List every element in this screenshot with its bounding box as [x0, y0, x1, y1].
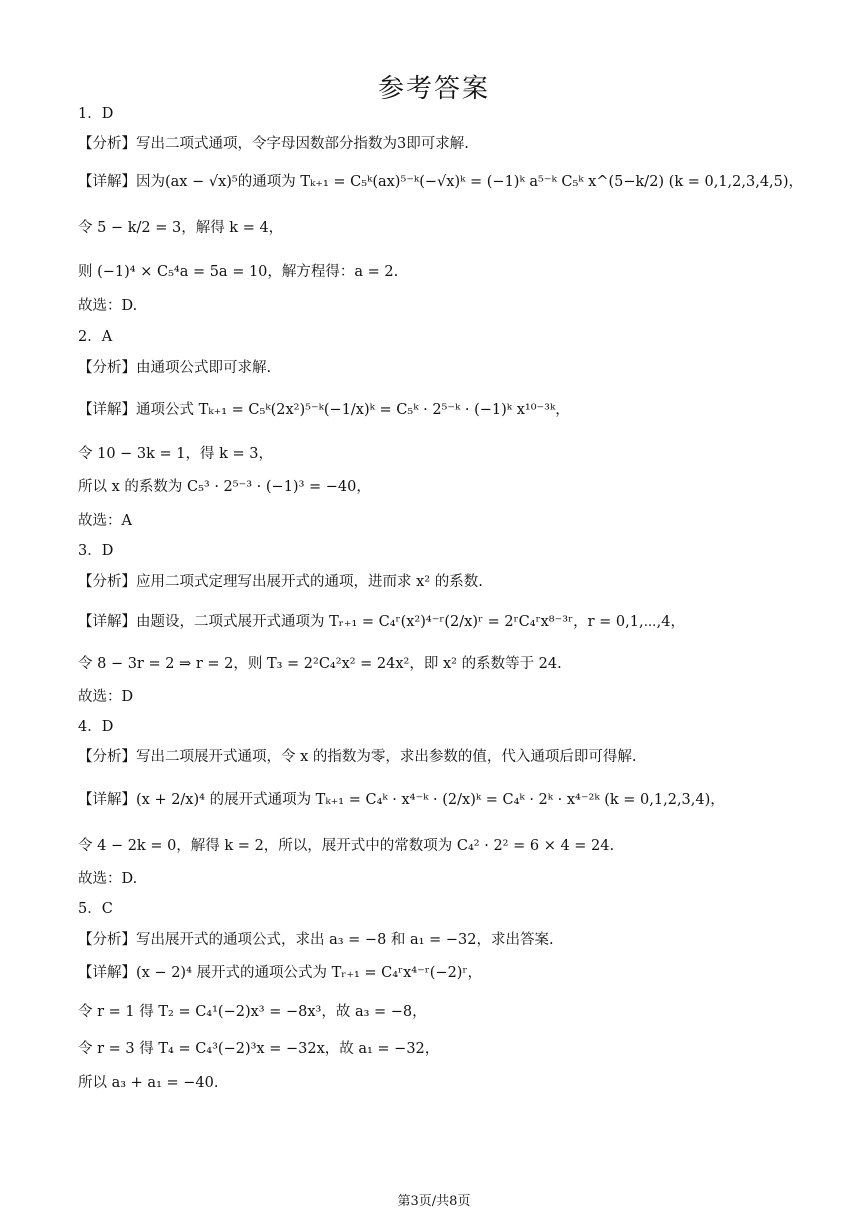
q3-analysis: 【分析】应用二项式定理写出展开式的通项，进而求 x² 的系数. — [78, 574, 483, 590]
page-footer: 第3页/共8页 — [397, 1194, 471, 1209]
q4-analysis: 【分析】写出二项展开式通项，令 x 的指数为零，求出参数的值，代入通项后即可得解. — [78, 749, 637, 765]
q1-answer: 故选：D. — [78, 298, 138, 314]
q1-step-2: 则 (−1)⁴ × C₅⁴a = 5a = 10，解方程得：a = 2. — [78, 264, 399, 280]
q3-detail: 【详解】由题设，二项式展开式通项为 Tᵣ₊₁ = C₄ʳ(x²)⁴⁻ʳ(2/x)ʳ = 2ʳC₄ʳx⁸⁻³ʳ，r = 0,1,⋯,4， — [78, 614, 685, 630]
q3-step-1: 令 8 − 3r = 2 ⇒ r = 2，则 T₃ = 2²C₄²x² = 24x²，即 x² 的系数等于 24. — [78, 656, 562, 672]
q2-answer: 故选：A — [78, 513, 132, 529]
q2-detail: 【详解】通项公式 Tₖ₊₁ = C₅ᵏ(2x²)⁵⁻ᵏ(−1/x)ᵏ = C₅ᵏ · 2⁵⁻ᵏ · (−1)ᵏ x¹⁰⁻³ᵏ， — [78, 402, 570, 418]
q5-result: 所以 a₃ + a₁ = −40. — [78, 1075, 219, 1091]
page-title: 参考答案 — [377, 74, 490, 104]
q2-analysis: 【分析】由通项公式即可求解. — [78, 360, 272, 376]
q5-detail: 【详解】(x − 2)⁴ 展开式的通项公式为 Tᵣ₊₁ = C₄ʳx⁴⁻ʳ(−2)ʳ， — [78, 965, 482, 981]
q4-step-1: 令 4 − 2k = 0，解得 k = 2，所以，展开式中的常数项为 C₄² · 2² = 6 × 4 = 24. — [78, 838, 615, 854]
q4-detail: 【详解】(x + 2/x)⁴ 的展开式通项为 Tₖ₊₁ = C₄ᵏ · x⁴⁻ᵏ · (2/x)ᵏ = C₄ᵏ · 2ᵏ · x⁴⁻²ᵏ (k = 0,1,2,3,4)， — [78, 792, 725, 808]
q2-step-1: 令 10 − 3k = 1，得 k = 3， — [78, 446, 274, 462]
q2-step-2: 所以 x 的系数为 C₅³ · 2⁵⁻³ · (−1)³ = −40， — [78, 479, 371, 495]
q4-number: 4．D — [78, 719, 114, 735]
q1-detail: 【详解】因为(ax − √x)⁵的通项为 Tₖ₊₁ = C₅ᵏ(ax)⁵⁻ᵏ(−√x)ᵏ = (−1)ᵏ a⁵⁻ᵏ C₅ᵏ x^(5−k/2) (k = 0,1,2,3,4,5)， — [78, 174, 804, 190]
q2-number: 2．A — [78, 329, 113, 345]
q1-analysis: 【分析】写出二项式通项，令字母因数部分指数为3即可求解. — [78, 136, 469, 152]
q5-step-1: 令 r = 1 得 T₂ = C₄¹(−2)x³ = −8x³，故 a₃ = −8， — [78, 1004, 427, 1020]
q5-step-2: 令 r = 3 得 T₄ = C₄³(−2)³x = −32x，故 a₁ = −32， — [78, 1041, 440, 1057]
q1-number: 1．D — [78, 106, 114, 122]
q3-answer: 故选：D — [78, 689, 134, 705]
q4-answer: 故选：D. — [78, 871, 138, 887]
q5-number: 5．C — [78, 901, 113, 917]
q1-step-1: 令 5 − k/2 = 3，解得 k = 4， — [78, 220, 284, 236]
q3-number: 3．D — [78, 543, 114, 559]
q5-analysis: 【分析】写出展开式的通项公式，求出 a₃ = −8 和 a₁ = −32，求出答案. — [78, 932, 554, 948]
